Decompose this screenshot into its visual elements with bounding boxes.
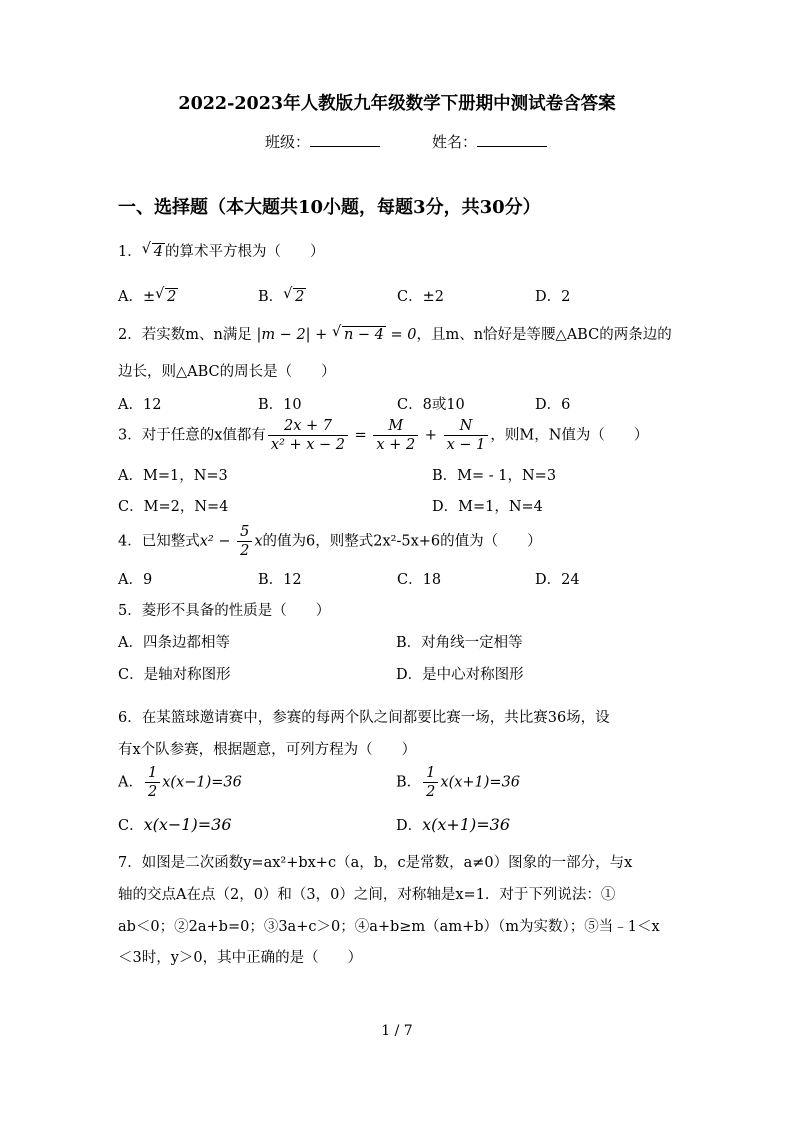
q6-option-a: A． $\frac{1}{2}$ x(x−1)=36 <box>118 765 242 800</box>
question-7-line-4: ＜3时，y＞0，其中正确的是（ ） <box>118 950 363 966</box>
q2-option-c: C．8或10 <box>397 397 465 413</box>
question-6-line-2: 有x个队参赛，根据题意，可列方程为（ ） <box>118 742 417 758</box>
question-7-line-3: ab＜0；②2a+b=0；③3a+c＞0；④a+b≥m（am+b）（m为实数）；⑤当﹣1＜x <box>118 919 660 935</box>
q4-option-c: C．18 <box>397 572 442 588</box>
q2-option-d: D．6 <box>535 397 571 413</box>
question-1 <box>118 240 324 261</box>
page-title: 2022-2023年人教版九年级数学下册期中测试卷含答案 <box>178 94 616 114</box>
q6-option-d: D．x(x+1)=36 <box>396 815 511 834</box>
question-2-line-2: 边长，则△ABC的周长是（ ） <box>118 364 336 380</box>
q5-option-a: A．四条边都相等 <box>118 635 230 651</box>
name-label: 姓名： <box>432 133 478 151</box>
question-2-line-1: 2．若实数m、n满足 |m − 2| + √ n − 4 = 0，且m、n恰好是等腰△ABC的两条边的 <box>118 324 672 343</box>
fraction-2: $\frac{M}{x + 2}$ <box>373 417 418 454</box>
q4-option-b: B．12 <box>258 572 302 588</box>
q3-option-c: C．M=2，N=4 <box>118 499 229 515</box>
abs-expression: |m − 2| <box>256 327 311 343</box>
q3-option-b: B．M= - 1，N=3 <box>432 468 557 484</box>
question-7-line-1: 7．如图是二次函数y=ax²+bx+c（a，b，c是常数，a≠0）图象的一部分，与x <box>118 855 633 871</box>
sqrt-expression: √ n − 4 <box>331 324 384 343</box>
q4-option-d: D．24 <box>535 572 580 588</box>
q3-option-d: D．M=1，N=4 <box>432 499 543 515</box>
question-4: 4．已知整式x² − $\frac{5}{2}$ x的值为6，则整式2x²-5x+6的值为（ ） <box>118 524 542 559</box>
q2-option-a: A．12 <box>118 397 162 413</box>
q1-number: 1． <box>118 244 142 260</box>
section-heading: 一、选择题（本大题共10小题，每题3分，共30分） <box>118 197 541 218</box>
q1-option-c: C．±2 <box>397 289 444 305</box>
question-7-line-2: 轴的交点A在点（2，0）和（3，0）之间，对称轴是x=1．对于下列说法：① <box>118 887 616 903</box>
q1-option-d: D．2 <box>535 289 571 305</box>
class-field <box>265 131 380 152</box>
q1-text: 的算术平方根为（ ） <box>164 244 325 260</box>
q6-option-c: C．x(x−1)=36 <box>118 815 232 834</box>
q5-option-d: D．是中心对称图形 <box>396 667 524 683</box>
fraction-3: $\frac{N}{x - 1}$ <box>444 417 489 454</box>
question-3: 3．对于任意的x值都有 $\frac{2x + 7}{\text{x² + x − 2}}$ = $\frac{M}{x + 2}$ + $\frac{N}{x - 1}$ ，则M，N值为（ ） <box>118 418 649 453</box>
q1-option-b: B． √ 2 <box>258 286 305 305</box>
q5-option-b: B．对角线一定相等 <box>396 635 523 651</box>
q5-option-c: C．是轴对称图形 <box>118 667 231 683</box>
name-field <box>432 131 547 152</box>
q2-option-b: B．10 <box>258 397 302 413</box>
q1-option-a: A．± √ 2 <box>118 286 177 305</box>
question-6-line-1: 6．在某篮球邀请赛中，参赛的每两个队之间都要比赛一场，共比赛36场，设 <box>118 710 610 726</box>
name-blank <box>477 132 547 147</box>
class-label: 班级： <box>265 133 311 151</box>
q6-option-b: B． $\frac{1}{2}$ x(x+1)=36 <box>396 765 521 800</box>
fraction-1: $\frac{2x + 7}{\text{x² + x − 2}}$ <box>268 417 348 454</box>
class-blank <box>310 132 380 147</box>
sqrt-expression: √ 4 <box>141 241 163 260</box>
q3-option-a: A．M=1，N=3 <box>118 468 228 484</box>
page-number: 1 / 7 <box>381 1023 413 1039</box>
fraction-5-2: $\frac{5}{2}$ <box>237 523 252 560</box>
question-5: 5．菱形不具备的性质是（ ） <box>118 603 331 619</box>
q4-option-a: A．9 <box>118 572 153 588</box>
